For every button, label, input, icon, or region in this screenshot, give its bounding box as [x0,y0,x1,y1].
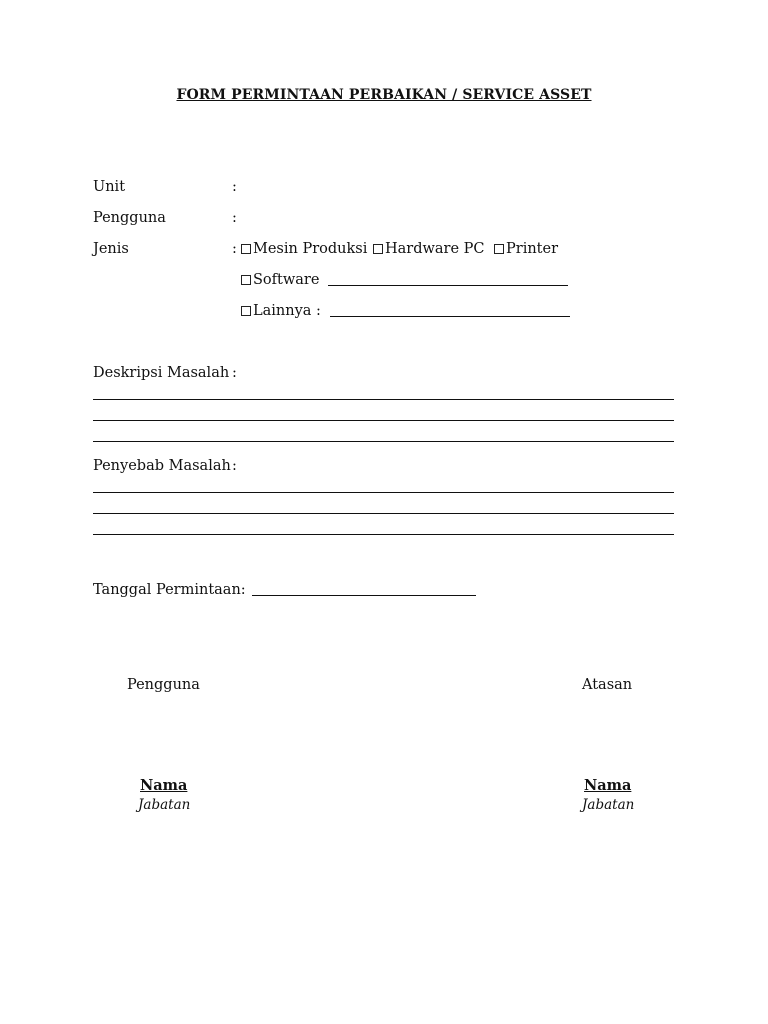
tanggal-field [93,582,476,598]
signature-left-position: Jabatan [138,797,191,813]
deskripsi-line-1[interactable] [93,399,674,400]
deskripsi-line-3[interactable] [93,441,674,442]
deskripsi-label: Deskripsi Masalah [93,365,230,381]
checkbox-icon[interactable] [494,244,504,254]
jenis-colon: : [232,241,237,257]
deskripsi-colon: : [232,365,237,381]
checkbox-icon[interactable] [373,244,383,254]
option-mesin-produksi[interactable]: Mesin Produksi [241,241,367,257]
signature-left-name: Nama [140,777,188,794]
pengguna-colon: : [232,210,237,226]
pengguna-label: Pengguna [93,210,166,226]
lainnya-fill-line[interactable] [330,304,570,317]
software-fill-line[interactable] [328,273,568,286]
tanggal-label: Tanggal Permintaan: [93,582,246,598]
signature-right-position: Jabatan [582,797,635,813]
signature-right-name: Nama [584,777,632,794]
penyebab-colon: : [232,458,237,474]
tanggal-fill-line[interactable] [252,583,476,596]
signature-right-role: Atasan [582,677,633,693]
checkbox-icon[interactable] [241,275,251,285]
unit-colon: : [232,179,237,195]
penyebab-label: Penyebab Masalah [93,458,231,474]
option-lainnya[interactable]: Lainnya : [241,303,570,319]
form-title: FORM PERMINTAAN PERBAIKAN / SERVICE ASSET [176,87,592,103]
option-printer[interactable]: Printer [494,241,558,257]
option-software[interactable]: Software [241,272,568,288]
deskripsi-line-2[interactable] [93,420,674,421]
jenis-label: Jenis [93,241,129,257]
penyebab-line-3[interactable] [93,534,674,535]
checkbox-icon[interactable] [241,306,251,316]
penyebab-line-2[interactable] [93,513,674,514]
signature-left-role: Pengguna [127,677,200,693]
option-hardware-pc[interactable]: Hardware PC [373,241,485,257]
penyebab-line-1[interactable] [93,492,674,493]
unit-label: Unit [93,179,126,195]
checkbox-icon[interactable] [241,244,251,254]
